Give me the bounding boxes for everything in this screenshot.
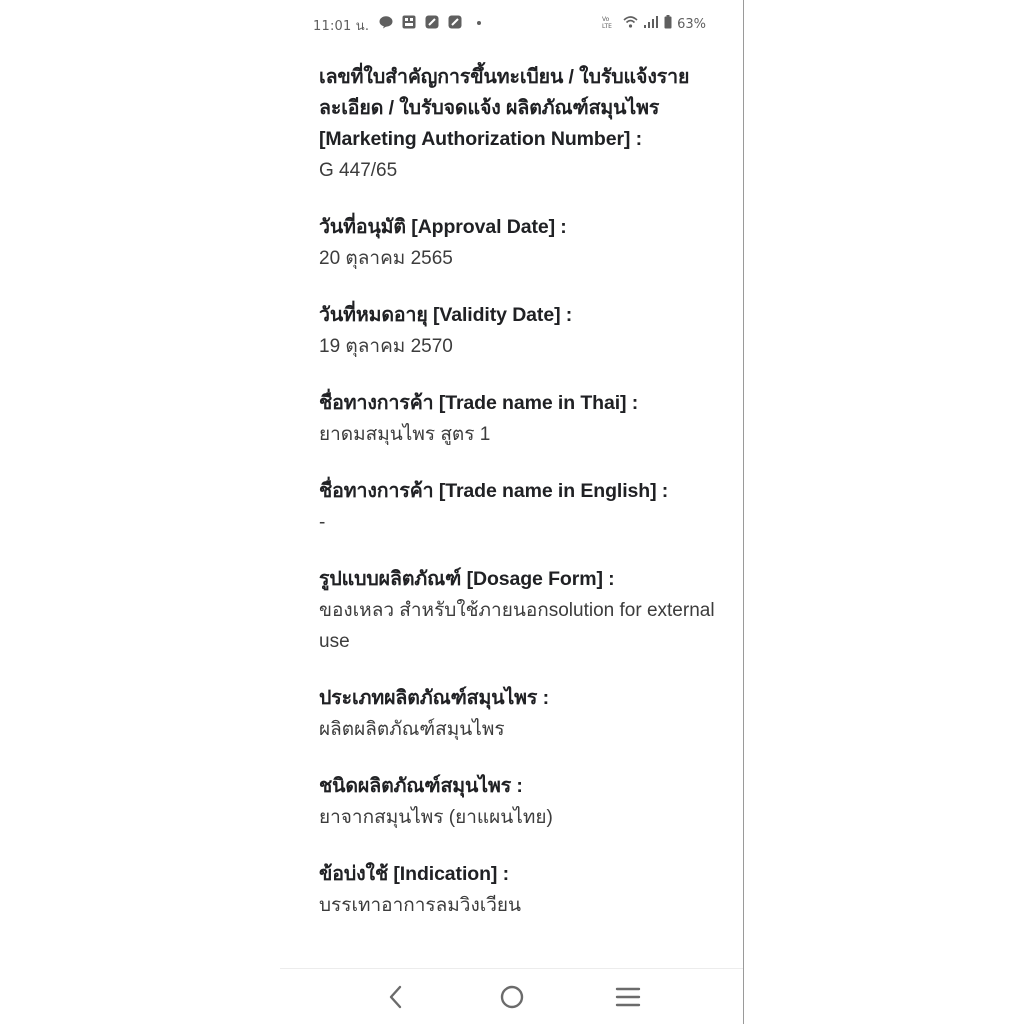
home-button[interactable] (497, 983, 527, 1011)
battery-icon (664, 15, 672, 33)
field-value: ผลิตผลิตภัณฑ์สมุนไพร (319, 719, 505, 740)
back-button[interactable] (381, 983, 411, 1011)
field-herbal-product-category (319, 683, 719, 745)
field-herbal-product-type (319, 771, 719, 833)
field-label: รูปแบบผลิตภัณฑ์ [Dosage Form] : (319, 568, 615, 590)
field-value: - (319, 512, 326, 533)
field-label: ชื่อทางการค้า [Trade name in English] : (319, 480, 669, 502)
dot-icon (474, 15, 488, 29)
signal-icon (643, 15, 659, 33)
field-label: ข้อบ่งใช้ [Indication] : (319, 863, 509, 885)
line-icon (379, 15, 393, 29)
field-value: ยาจากสมุนไพร (ยาแผนไทย) (319, 807, 553, 828)
field-dosage-form (319, 564, 719, 657)
field-label: วันที่อนุมัติ [Approval Date] : (319, 216, 567, 238)
lte-icon (602, 15, 618, 33)
field-approval-date (319, 212, 719, 274)
field-validity-date (319, 300, 719, 362)
recents-icon (613, 983, 643, 1011)
phone-screen (280, 0, 744, 1024)
field-label: เลขที่ใบสำคัญการขึ้นทะเบียน / ใบรับแจ้งรายละเอียด / ใบรับจดแจ้ง ผลิตภัณฑ์สมุนไพร [Marketing Authorization Number] : (319, 66, 690, 150)
field-value: ของเหลว สำหรับใช้ภายนอกsolution for external use (319, 600, 715, 652)
status-bar (280, 0, 744, 48)
field-trade-name-thai (319, 388, 719, 450)
field-value: ยาดมสมุนไพร สูตร 1 (319, 424, 491, 445)
product-details (319, 62, 719, 947)
field-label: ประเภทผลิตภัณฑ์สมุนไพร : (319, 687, 550, 709)
gallery-icon (402, 15, 416, 29)
navigation-bar (280, 968, 744, 1024)
app-icon (425, 15, 439, 29)
status-right (602, 15, 706, 33)
svg-text:LTE: LTE (602, 23, 613, 29)
field-value: 20 ตุลาคม 2565 (319, 248, 453, 269)
field-value: บรรเทาอาการลมวิงเวียน (319, 895, 522, 916)
home-icon (497, 983, 527, 1011)
field-trade-name-english (319, 476, 719, 538)
field-value: 19 ตุลาคม 2570 (319, 336, 453, 357)
field-value: G 447/65 (319, 160, 398, 181)
back-icon (381, 983, 411, 1011)
screen-edge-divider (743, 0, 744, 1024)
svg-text:Vo: Vo (602, 16, 610, 23)
field-label: ชื่อทางการค้า [Trade name in Thai] : (319, 392, 639, 414)
field-label: ชนิดผลิตภัณฑ์สมุนไพร : (319, 775, 523, 797)
field-marketing-authorization-number (319, 62, 719, 186)
field-indication (319, 859, 719, 921)
recents-button[interactable] (613, 983, 643, 1011)
wifi-icon (623, 15, 638, 33)
app-icon (448, 15, 462, 29)
status-time: 11:01 น. (313, 19, 370, 34)
battery-percentage: 63% (677, 16, 706, 32)
field-label: วันที่หมดอายุ [Validity Date] : (319, 304, 573, 326)
